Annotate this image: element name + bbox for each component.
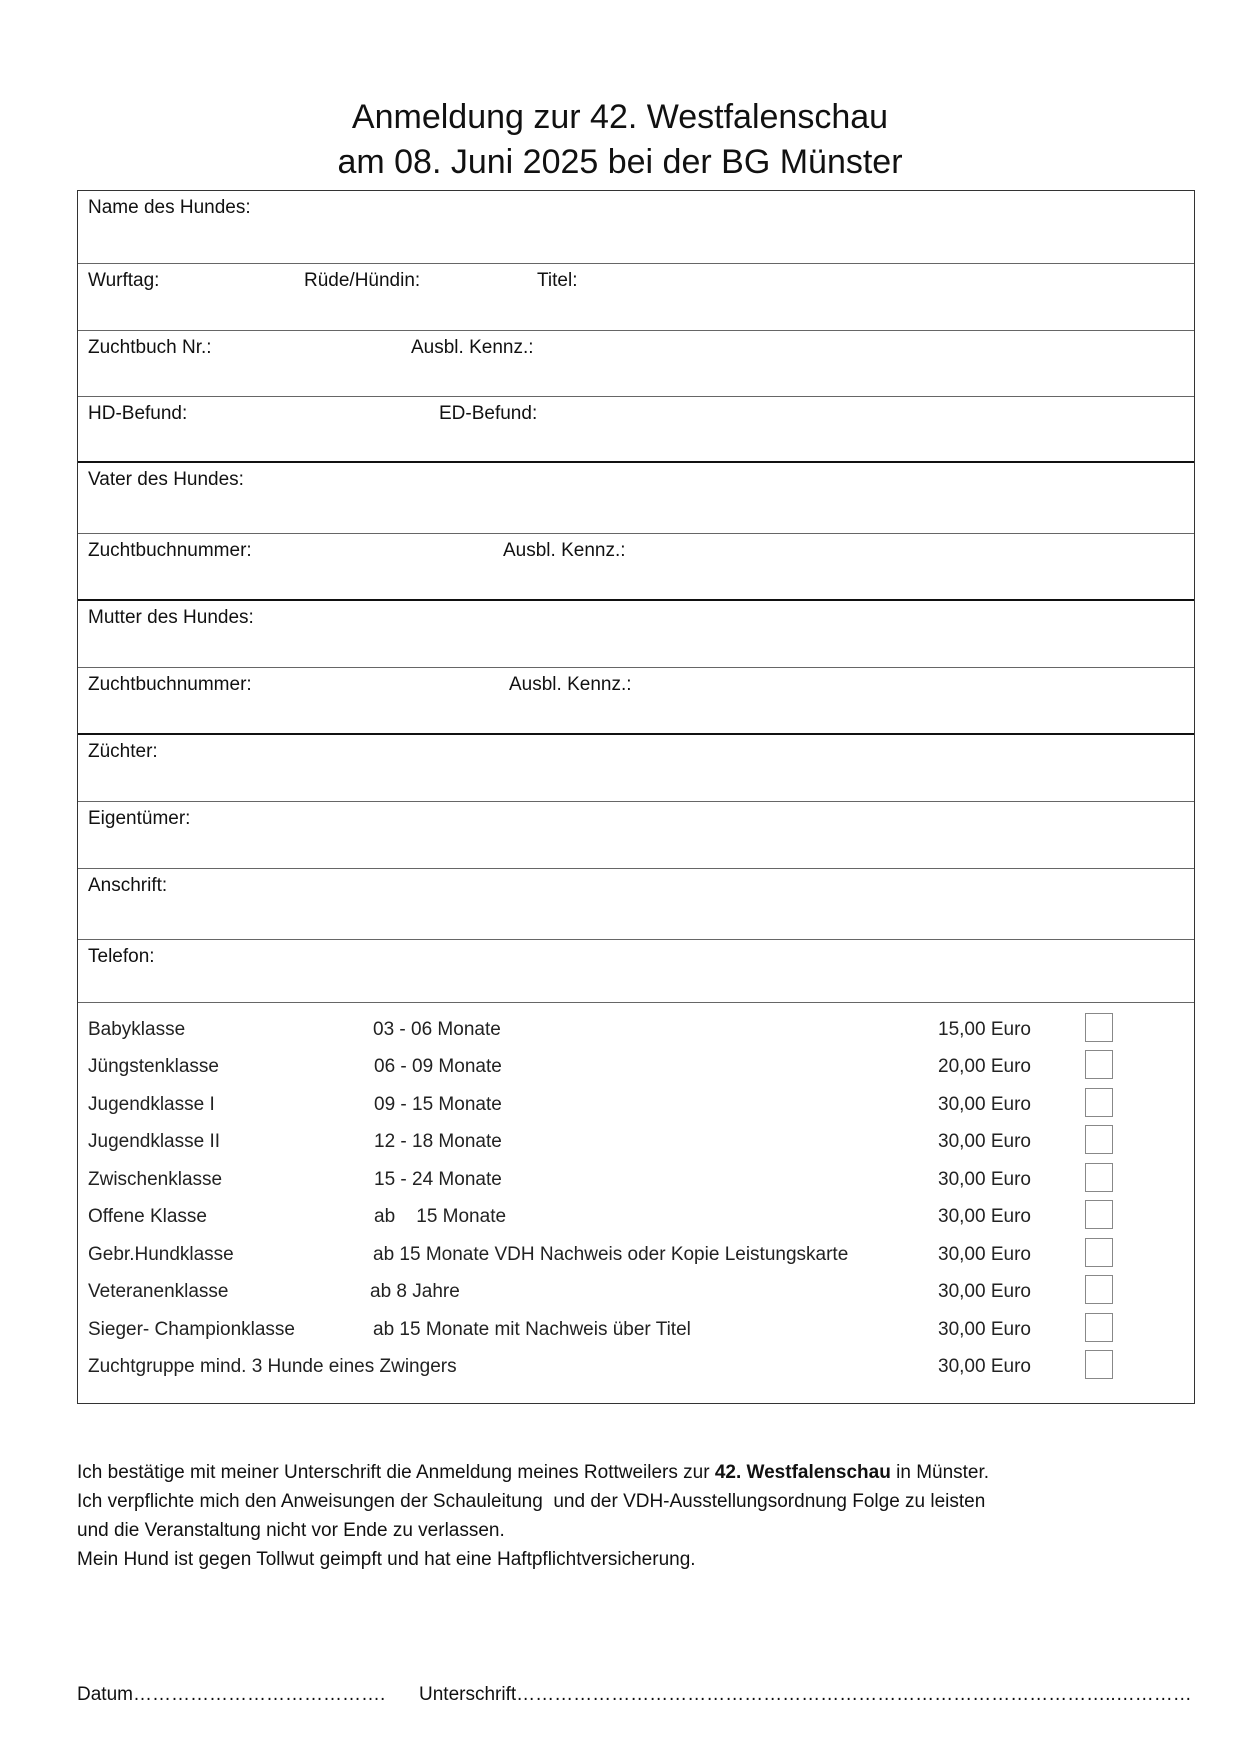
confirmation-post: in Münster.	[890, 1462, 990, 1483]
class-name: Babyklasse	[88, 1019, 186, 1040]
class-fee: 20,00 Euro	[938, 1056, 1031, 1077]
class-name: Veteranenklasse	[88, 1281, 229, 1302]
class-row	[78, 1275, 1194, 1313]
class-fee: 30,00 Euro	[938, 1206, 1031, 1227]
class-name: Sieger- Championklasse	[88, 1319, 295, 1340]
class-fee: 30,00 Euro	[938, 1281, 1031, 1302]
address-field[interactable]	[78, 869, 1194, 940]
class-checkbox[interactable]	[1085, 1200, 1113, 1229]
class-name: Zwischenklasse	[88, 1169, 223, 1190]
class-name: Jugendklasse I	[88, 1094, 215, 1115]
confirmation-line-2: Ich verpflichte mich den Anweisungen der Schauleitung und der VDH-Ausstellungsordnung Folge zu leisten	[77, 1491, 986, 1512]
class-row	[78, 1125, 1194, 1163]
mother-studbook-row[interactable]	[78, 668, 1194, 735]
class-age: 12 - 18 Monate	[374, 1131, 502, 1152]
class-row	[78, 1013, 1194, 1051]
class-age: 06 - 09 Monate	[374, 1056, 502, 1077]
father-studbook-label: Zuchtbuchnummer:	[88, 540, 252, 561]
owner-field[interactable]	[78, 802, 1194, 869]
class-checkbox[interactable]	[1085, 1013, 1113, 1042]
class-checkbox[interactable]	[1085, 1313, 1113, 1342]
dog-name-field[interactable]	[78, 191, 1194, 264]
breeder-field[interactable]	[78, 735, 1194, 802]
studbook-label: Zuchtbuch Nr.:	[88, 337, 212, 358]
class-age: 09 - 15 Monate	[374, 1094, 502, 1115]
class-row	[78, 1163, 1194, 1201]
class-checkbox[interactable]	[1085, 1163, 1113, 1192]
class-age: ab 15 Monate mit Nachweis über Titel	[373, 1319, 691, 1340]
show-name-bold: 42. Westfalenschau	[714, 1462, 891, 1483]
class-checkbox[interactable]	[1085, 1350, 1113, 1379]
class-age: ab 15 Monate	[374, 1206, 507, 1227]
mother-label: Mutter des Hundes:	[88, 607, 254, 628]
studbook-row[interactable]	[78, 331, 1194, 397]
dog-name-label: Name des Hundes:	[88, 197, 251, 218]
class-age: ab 15 Monate VDH Nachweis oder Kopie Leistungskarte	[373, 1244, 849, 1265]
confirmation-line-4: Mein Hund ist gegen Tollwut geimpft und hat eine Haftpflichtversicherung.	[77, 1549, 696, 1570]
class-fee: 30,00 Euro	[938, 1319, 1031, 1340]
phone-label: Telefon:	[88, 946, 155, 967]
class-fee: 30,00 Euro	[938, 1244, 1031, 1265]
birth-row[interactable]	[78, 264, 1194, 331]
training-label: Ausbl. Kennz.:	[411, 337, 534, 358]
class-row	[78, 1050, 1194, 1088]
class-age: ab 8 Jahre	[370, 1281, 460, 1302]
page-title: Anmeldung zur 42. Westfalenschau	[351, 98, 889, 136]
ed-label: ED-Befund:	[439, 403, 538, 424]
father-training-label: Ausbl. Kennz.:	[503, 540, 626, 561]
class-row	[78, 1200, 1194, 1238]
confirmation-line-1	[77, 1458, 1177, 1487]
sex-label: Rüde/Hündin:	[304, 270, 421, 291]
class-checkbox[interactable]	[1085, 1050, 1113, 1079]
owner-label: Eigentümer:	[88, 808, 191, 829]
wurftag-label: Wurftag:	[88, 270, 160, 291]
page-subtitle: am 08. Juni 2025 bei der BG Münster	[337, 143, 903, 181]
father-studbook-row[interactable]	[78, 534, 1194, 601]
class-row	[78, 1238, 1194, 1276]
health-row[interactable]	[78, 397, 1194, 463]
class-checkbox[interactable]	[1085, 1275, 1113, 1304]
hd-label: HD-Befund:	[88, 403, 188, 424]
registration-form	[77, 190, 1195, 1404]
phone-field[interactable]	[78, 940, 1194, 1003]
father-label: Vater des Hundes:	[88, 469, 244, 490]
class-name: Jugendklasse II	[88, 1131, 221, 1152]
confirmation-text	[77, 1458, 1177, 1574]
class-fee: 30,00 Euro	[938, 1094, 1031, 1115]
signature-field[interactable]: Unterschrift…………………………………………………………………………………..…………	[419, 1684, 1192, 1705]
class-checkbox[interactable]	[1085, 1125, 1113, 1154]
class-fee: 30,00 Euro	[938, 1356, 1031, 1377]
class-fee: 30,00 Euro	[938, 1131, 1031, 1152]
class-age: 15 - 24 Monate	[374, 1169, 502, 1190]
class-name: Zuchtgruppe mind. 3 Hunde eines Zwingers	[88, 1356, 457, 1377]
class-checkbox[interactable]	[1085, 1238, 1113, 1267]
mother-field[interactable]	[78, 601, 1194, 668]
confirmation-pre: Ich bestätige mit meiner Unterschrift die Anmeldung meines Rottweilers zur	[77, 1462, 715, 1483]
class-name: Jüngstenklasse	[88, 1056, 219, 1077]
class-fee: 30,00 Euro	[938, 1169, 1031, 1190]
address-label: Anschrift:	[88, 875, 168, 896]
confirmation-line-3: und die Veranstaltung nicht vor Ende zu verlassen.	[77, 1520, 505, 1541]
class-checkbox[interactable]	[1085, 1088, 1113, 1117]
class-fee: 15,00 Euro	[938, 1019, 1031, 1040]
date-field[interactable]: Datum………………………………….	[77, 1684, 386, 1705]
mother-training-label: Ausbl. Kennz.:	[509, 674, 632, 695]
breeder-label: Züchter:	[88, 741, 158, 762]
class-age: 03 - 06 Monate	[373, 1019, 501, 1040]
father-field[interactable]	[78, 463, 1194, 534]
class-row	[78, 1350, 1194, 1388]
mother-studbook-label: Zuchtbuchnummer:	[88, 674, 252, 695]
class-row	[78, 1088, 1194, 1126]
title-label: Titel:	[537, 270, 578, 291]
class-name: Offene Klasse	[88, 1206, 208, 1227]
class-name: Gebr.Hundklasse	[88, 1244, 234, 1265]
class-row	[78, 1313, 1194, 1351]
